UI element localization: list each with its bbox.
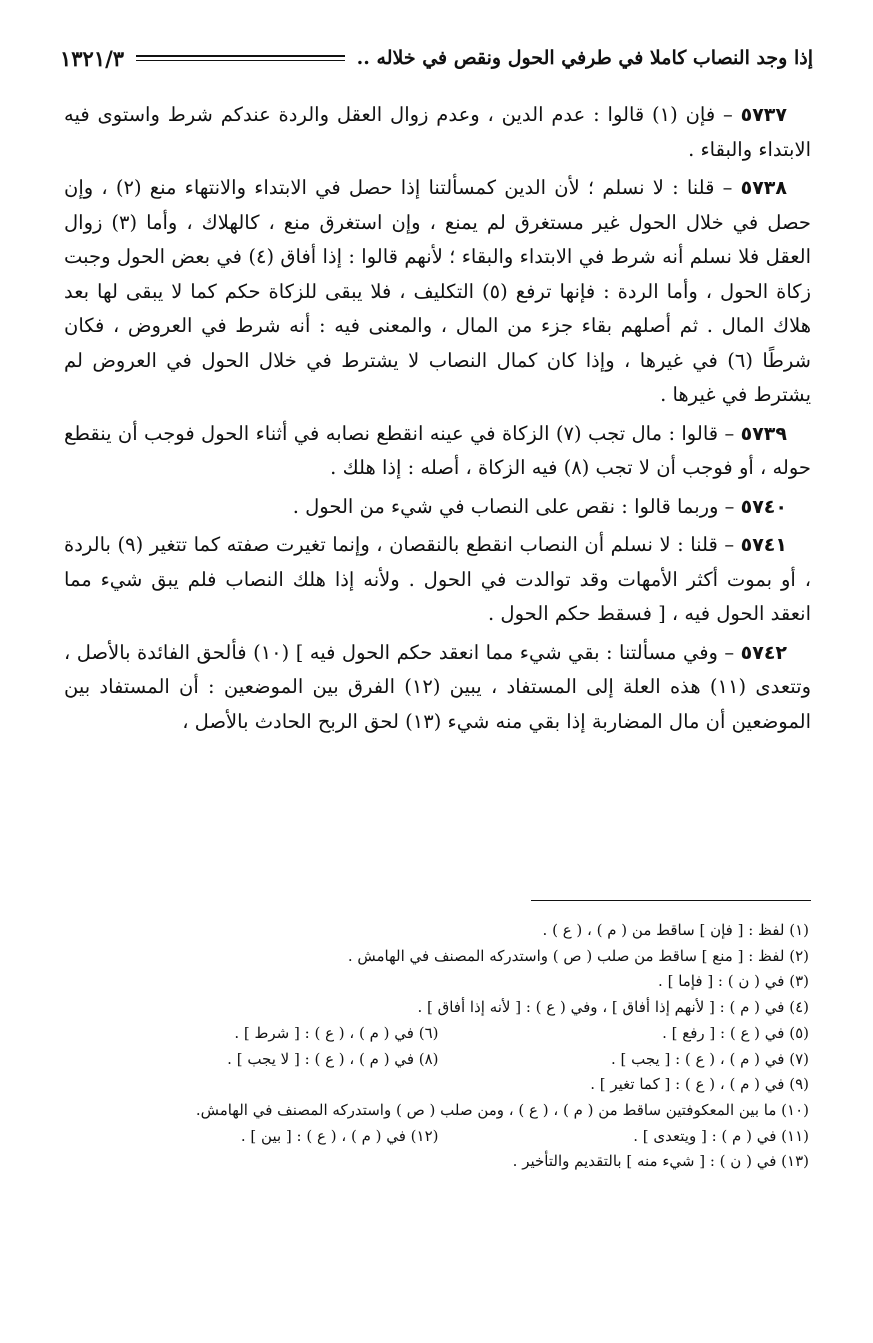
footnote: (٢) لفظ : [ منع ] ساقط من صلب ( ص ) واستدركه المصنف في الهامش . <box>347 946 809 965</box>
footnote: (٥) في ( ع ) : [ رفع ] . <box>662 1023 809 1042</box>
paragraph <box>64 417 811 486</box>
footnote: (١٣) في ( ن ) : [ شيء منه ] بالتقديم والتأخير . <box>512 1152 809 1171</box>
paragraph-text: – قالوا : مال تجب (٧) الزكاة في عينه انقطع نصابه في أثناء الحول فوجب أن ينقطع حوله ، أو فوجب أن لا تجب (٨) فيه الزكاة ، أصله : إذا هلك . <box>64 421 811 479</box>
paragraph <box>64 98 811 167</box>
footnote: (١١) في ( م ) : [ ويتعدى ] . <box>633 1126 809 1145</box>
footnote: (٣) في ( ن ) : [ فإما ] . <box>658 972 809 991</box>
footnote-row <box>110 1149 809 1175</box>
paragraph-number: ٥٧٣٨ <box>740 177 787 199</box>
paragraph-number: ٥٧٤١ <box>740 534 787 556</box>
paragraph <box>64 490 811 525</box>
footnote-row <box>110 1124 809 1150</box>
paragraph-text: – وربما قالوا : نقص على النصاب في شيء من الحول . <box>292 494 741 518</box>
paragraph-text: – قلنا : لا نسلم أن النصاب انقطع بالنقصان ، وإنما تغيرت صفته كما تتغير (٩) بالردة ، أو بموت أكثر الأمهات وقد توالدت في الحول . ولأنه إذا هلك النصاب فلم يبق شيء مما انعقد الحول فيه ، [ فسقط حكم الحول . <box>64 533 811 625</box>
paragraph <box>64 528 811 632</box>
main-text <box>64 98 811 743</box>
paragraph <box>64 636 811 740</box>
footnote-row <box>110 918 809 944</box>
paragraph-number: ٥٧٣٩ <box>740 422 787 445</box>
footnote-row <box>110 1047 809 1073</box>
footnote-row <box>110 1072 809 1098</box>
footnote-row <box>110 1021 809 1047</box>
header-rule <box>136 55 345 61</box>
paragraph <box>64 171 811 413</box>
footnote: (١٢) في ( م ) ، ( ع ) : [ بين ] . <box>240 1126 439 1145</box>
paragraph-text: – قلنا : لا نسلم ؛ لأن الدين كمسألتنا إذا حصل في الابتداء والانتهاء منع (٢) ، وإن حصل في خلال الحول غير مستغرق لم يمنع ، وإن استغرق منع ، كالهلاك ، وأما (٣) زوال العقل فلا نسلم أنه شرط في الابتداء والبقاء ؛ لأنهم قالوا : إذا أفاق (٤) في بعض الحول وجبت زكاة الحول ، وأما الردة : فإنها ترفع (٥) التكليف ، فلا يبقى للزكاة حكم كما لا يبقى لها بعد هلاك المال . ثم أصلهم بقاء جزء من المال ، والمعنى فيه : أنه شرط في العروض ، فكان شرطًا (٦) في غيرها ، وإذا كان كمال النصاب لا يشترط في خلال الحول في العروض لم يشترط في غيرها . <box>64 176 811 406</box>
footnote: (٤) في ( م ) : [ لأنهم إذا أفاق ] ، وفي ( ع ) : [ لأنه إذا أفاق ] . <box>417 998 809 1017</box>
footnote-row <box>110 944 809 970</box>
running-header <box>60 38 813 78</box>
paragraph-number: ٥٧٤٢ <box>740 641 788 664</box>
footnote: (٦) في ( م ) ، ( ع ) : [ شرط ] . <box>234 1023 439 1042</box>
page-number: ١٣٢١/٣ <box>60 45 125 71</box>
footnote-row <box>110 995 809 1021</box>
footnote-row <box>110 969 809 995</box>
paragraph-text: – فإن (١) قالوا : عدم الدين ، وعدم زوال العقل والردة عندكم شرط واستوى فيه الابتداء والبقاء . <box>64 103 811 161</box>
footnote: (٨) في ( م ) ، ( ع ) : [ لا يجب ] . <box>227 1049 439 1068</box>
paragraph-number: ٥٧٣٧ <box>740 104 787 126</box>
footnote: (٩) في ( م ) ، ( ع ) : [ كما تغير ] . <box>590 1075 809 1094</box>
footnote: (١) لفظ : [ فإن ] ساقط من ( م ) ، ( ع ) . <box>542 921 809 939</box>
footnote: (٧) في ( م ) ، ( ع ) : [ يجب ] . <box>610 1049 809 1068</box>
footnotes <box>110 918 809 1175</box>
footnote: (١٠) ما بين المعكوفتين ساقط من ( م ) ، ( ع ) ، ومن صلب ( ص ) واستدركه المصنف في الهامش. <box>195 1100 809 1119</box>
header-title: إذا وجد النصاب كاملا في طرفي الحول ونقص في خلاله .. <box>356 47 813 69</box>
footnote-row <box>110 1098 809 1124</box>
paragraph-number: ٥٧٤٠ <box>740 495 787 518</box>
footnote-separator <box>531 900 811 901</box>
paragraph-text: – وفي مسألتنا : بقي شيء مما انعقد حكم الحول فيه ] (١٠) فألحق الفائدة بالأصل ، وتتعدى (١١) هذه العلة إلى المستفاد ، يبين (١٢) الفرق بين الموضعين : أن المستفاد بين الموضعين أن مال المضاربة إذا بقي منه شيء (١٣) لحق الربح الحادث بالأصل ، <box>64 640 811 733</box>
